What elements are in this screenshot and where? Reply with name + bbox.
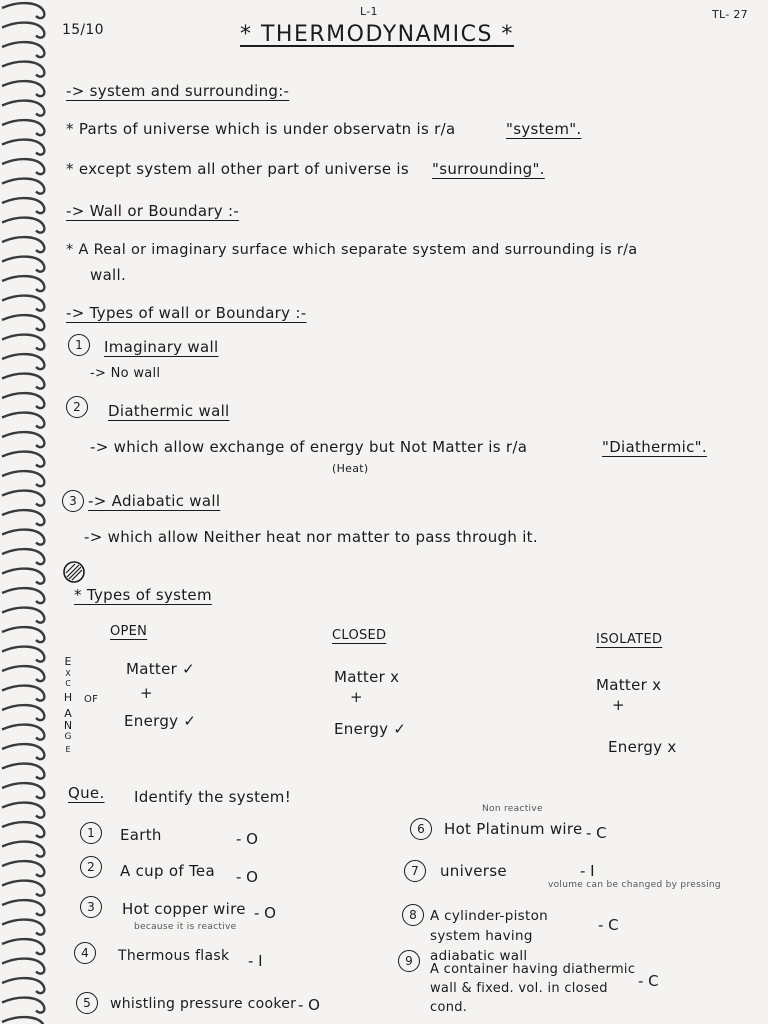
spiral-ring [2,939,44,954]
spiral-ring [2,569,44,584]
open-plus: + [140,684,153,702]
imaginary-wall-title: Imaginary wall [104,338,219,356]
number-circle: 3 [80,896,102,918]
column-title-closed: CLOSED [332,628,387,643]
number-circle: 1 [80,822,102,844]
spiral-ring [2,120,44,135]
number-circle: 2 [80,856,102,878]
spiral-ring [2,491,44,506]
isolated-energy: Energy x [608,738,677,756]
question-label: Que. [68,784,105,802]
spiral-ring [2,393,44,408]
spiral-ring [2,140,44,155]
number-circle: 4 [74,942,96,964]
adiabatic-wall-desc: -> which allow Neither heat nor matter to pass through it. [84,528,538,546]
number-circle: 1 [68,334,90,356]
of-label: OF [84,694,99,705]
number-circle: 7 [404,860,426,882]
spiral-ring [2,432,44,447]
question-item-text: Hot Platinum wire [444,820,583,838]
question-item-text: Earth [120,826,162,844]
spiral-ring [2,413,44,428]
column-title-open: OPEN [110,624,148,639]
exchange-letter: N [63,719,73,732]
question-item-note: because it is reactive [134,922,237,932]
open-matter: Matter ✓ [126,660,196,678]
exchange-letter: G [64,732,72,742]
spiral-ring [2,276,44,291]
spiral-ring [2,3,44,18]
question-item-answer: - I [580,862,595,880]
exchange-letter: A [64,707,72,720]
closed-energy: Energy ✓ [334,720,407,738]
question-item-text: A container having diathermic wall & fixed. vol. in closed cond. [430,962,636,1015]
number-circle: 6 [410,818,432,840]
question-item-text: A cylinder-piston system having adiabatic wall [430,908,548,964]
spiral-ring [2,1017,44,1024]
spiral-ring [2,666,44,681]
diathermic-wall-title: Diathermic wall [108,402,230,420]
question-item-answer: - C [598,916,619,934]
spiral-ring [2,783,44,798]
question-item-answer: - C [586,824,607,842]
surrounding-term: "surrounding". [432,160,545,178]
diathermic-wall-desc: -> which allow exchange of energy but Not Matter is r/a [90,438,528,456]
spiral-ring [2,920,44,935]
spiral-ring [2,257,44,272]
column-title-isolated: ISOLATED [596,632,663,647]
spiral-ring [2,218,44,233]
spiral-ring [2,42,44,57]
spiral-ring [2,81,44,96]
spiral-ring [2,530,44,545]
spiral-ring [2,198,44,213]
number-circle: 5 [76,992,98,1014]
heat-note: (Heat) [332,462,369,475]
spiral-ring [2,452,44,467]
number-circle: 3 [62,490,84,512]
question-item-note: Non reactive [482,804,543,814]
spiral-binding [0,0,52,1024]
question-item-answer: - O [298,996,320,1014]
spiral-ring [2,335,44,350]
date: 15/10 [62,22,104,38]
spiral-ring [2,510,44,525]
exchange-letter: X [65,669,71,678]
imaginary-wall-desc: -> No wall [90,366,161,381]
spiral-ring [2,374,44,389]
diathermic-term: "Diathermic". [602,438,707,456]
wall-definition: * A Real or imaginary surface which separate system and surrounding is r/a [66,242,638,258]
question-item-text: Thermous flask [118,948,230,964]
question-item-text: Hot copper wire [122,900,246,918]
exchange-letter: E [64,655,72,668]
question-item-answer: - O [236,830,258,848]
spiral-ring [2,705,44,720]
spiral-ring [2,296,44,311]
question-item-answer: - C [638,972,659,990]
isolated-matter: Matter x [596,676,662,694]
wall-definition-cont: wall. [90,266,127,284]
isolated-plus: + [612,696,625,714]
spiral-ring [2,315,44,330]
spiral-ring [2,998,44,1013]
spiral-ring [2,725,44,740]
spiral-ring [2,608,44,623]
spiral-ring [2,101,44,116]
question-item-answer: - O [254,904,276,922]
spiral-ring [2,900,44,915]
spiral-ring [2,978,44,993]
spiral-ring [2,861,44,876]
spiral-ring [2,803,44,818]
adiabatic-wall-title: -> Adiabatic wall [88,492,221,510]
page-reference: TL- 27 [712,8,748,21]
spiral-ring [2,23,44,38]
spiral-ring [2,549,44,564]
system-definition: * Parts of universe which is under observatn is r/a [66,120,456,138]
hatched-circle-icon [62,560,86,584]
spiral-ring [2,62,44,77]
spiral-ring [2,627,44,642]
surrounding-definition: * except system all other part of universe is [66,160,410,178]
spiral-ring [2,686,44,701]
system-term: "system". [506,120,582,138]
system-heading: -> system and surrounding:- [66,82,290,100]
open-energy: Energy ✓ [124,712,197,730]
spiral-ring [2,822,44,837]
spiral-ring [2,744,44,759]
wall-heading: -> Wall or Boundary :- [66,202,240,220]
exchange-letter: E [65,745,71,754]
question-prompt: Identify the system! [134,788,292,806]
spiral-ring [2,588,44,603]
spiral-ring [2,647,44,662]
spiral-ring [2,881,44,896]
number-circle: 8 [402,904,424,926]
spiral-ring [2,237,44,252]
closed-matter: Matter x [334,668,400,686]
question-item-text: A cup of Tea [120,862,215,880]
question-item-text: universe [440,862,507,880]
spiral-ring [2,959,44,974]
types-of-system-heading: * Types of system [74,586,212,604]
exchange-letter: C [65,679,71,688]
spiral-ring [2,842,44,857]
spiral-ring [2,179,44,194]
number-circle: 2 [66,396,88,418]
spiral-ring [2,354,44,369]
question-item-answer: - I [248,952,263,970]
types-of-wall-heading: -> Types of wall or Boundary :- [66,304,307,322]
question-item-note: volume can be changed by pressing [548,880,721,890]
question-item-answer: - O [236,868,258,886]
page-title: * THERMODYNAMICS * [240,22,514,47]
lecture-number: L-1 [360,5,378,18]
exchange-letter: H [63,691,73,704]
closed-plus: + [350,688,363,706]
spiral-ring [2,159,44,174]
spiral-ring [2,471,44,486]
question-item-text: whistling pressure cooker [110,996,297,1012]
spiral-ring [2,764,44,779]
number-circle: 9 [398,950,420,972]
